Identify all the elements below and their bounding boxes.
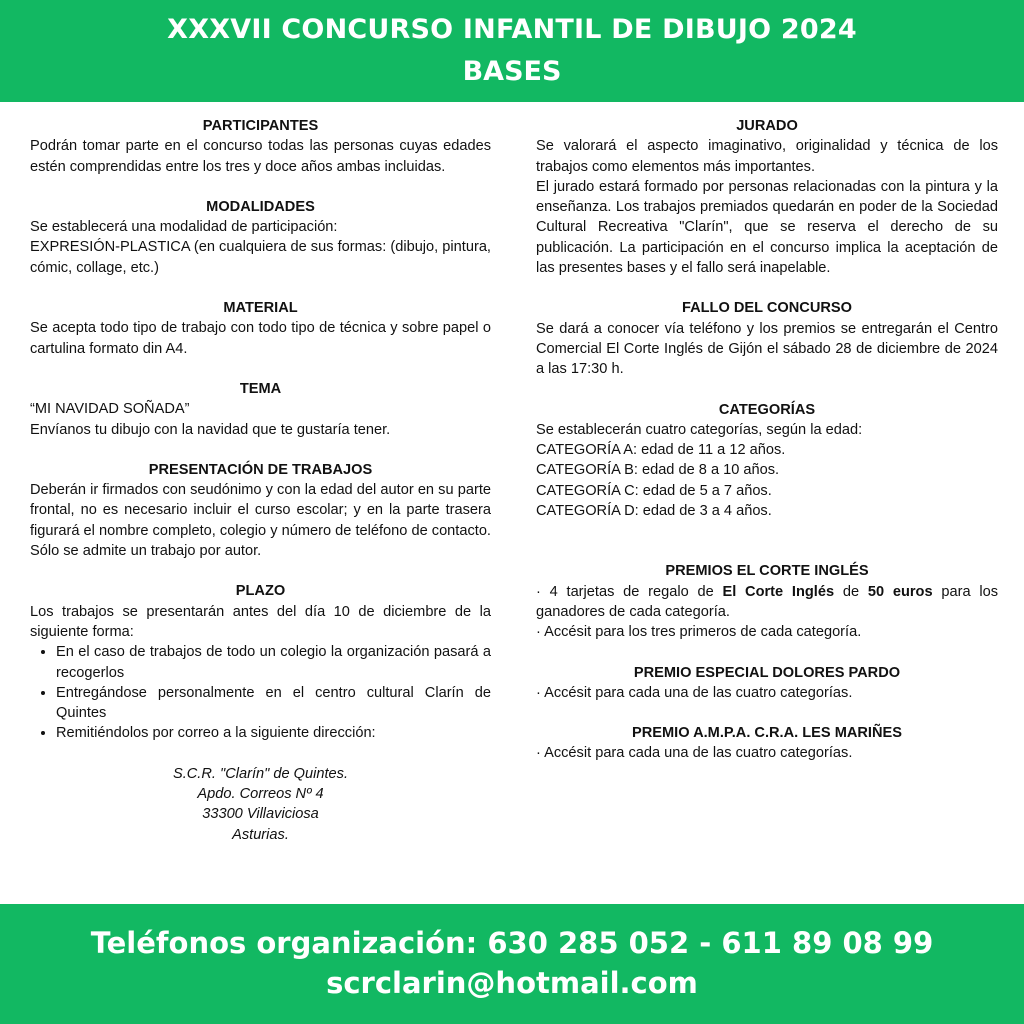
- section-premio-dolores-pardo: [536, 663, 998, 704]
- theme-title: “MI NAVIDAD SOÑADA”: [30, 401, 190, 418]
- section-text: El jurado estará formado por personas relacionadas con la pintura y la enseñanza. Los trabajos premiados quedarán en poder de la Sociedad Cultural Recreativa "Clarín", que se reserva el derecho de su publicación. La participación en el concurso implica la aceptación de las presentes bases y el fallo será inapelable.: [536, 178, 998, 277]
- section-modalidades: [30, 197, 491, 278]
- section-text: Deberán ir firmados con seudónimo y con la edad del autor en su parte frontal, no es necesario incluir el curso escolar; y en la parte trasera figurará el nombre completo, colegio y número de teléfono de contacto. Sólo se admite un trabajo por autor.: [30, 482, 491, 560]
- contact-phones: Teléfonos organización: 630 285 052 - 611 89 08 99: [90, 926, 934, 960]
- section-heading: PRESENTACIÓN DE TRABAJOS: [148, 461, 373, 478]
- prize-text: de: [834, 583, 868, 600]
- section-text: Se establecerán cuatro categorías, según la edad:: [536, 421, 863, 438]
- section-heading: PLAZO: [235, 583, 286, 600]
- left-column: [30, 116, 491, 865]
- prize-line: · Accésit para cada una de las cuatro categorías.: [536, 745, 853, 762]
- section-text: Se dará a conocer vía teléfono y los premios se entregarán el Centro Comercial El Corte Inglés de Gijón el sábado 28 de diciembre de 2024 a las 17:30 h.: [536, 320, 998, 378]
- prize-line: · Accésit para cada una de las cuatro categorías.: [536, 684, 853, 701]
- section-plazo: [30, 581, 491, 845]
- section-heading: PARTICIPANTES: [202, 118, 319, 134]
- delivery-methods-list: [30, 642, 491, 743]
- section-participantes: [30, 116, 491, 177]
- postal-address: [30, 764, 491, 845]
- section-jurado: [536, 116, 998, 278]
- section-text: EXPRESIÓN-PLASTICA (en cualquiera de sus formas: (dibujo, pintura, cómic, collage, etc.): [30, 239, 491, 276]
- section-heading: CATEGORÍAS: [718, 401, 816, 418]
- section-text: Se valorará el aspecto imaginativo, originalidad y técnica de los trabajos como elementos más importantes.: [536, 138, 998, 175]
- section-material: [30, 298, 491, 359]
- list-item: • Entregándose personalmente en el centro cultural Clarín de Quintes: [56, 683, 491, 724]
- list-item: • En el caso de trabajos de todo un colegio la organización pasará a recogerlos: [56, 642, 491, 683]
- section-premio-ampa: [536, 723, 998, 764]
- section-premios-corte-ingles: [536, 561, 998, 642]
- category-item: CATEGORÍA B: edad de 8 a 10 años.: [536, 462, 780, 479]
- prize-text: para los ganadores de cada categoría.: [536, 583, 998, 620]
- footer-banner: [0, 904, 1024, 1024]
- section-text: Se acepta todo tipo de trabajo con todo tipo de técnica y sobre papel o cartulina formato din A4.: [30, 320, 491, 357]
- section-fallo: [536, 298, 998, 379]
- store-name: El Corte Inglés: [722, 583, 835, 600]
- section-heading: MATERIAL: [223, 300, 298, 317]
- section-text: Los trabajos se presentarán antes del día 10 de diciembre de la siguiente forma:: [30, 603, 491, 640]
- section-heading: PREMIOS EL CORTE INGLÉS: [665, 563, 869, 580]
- prize-text: · 4 tarjetas de regalo de: [536, 583, 723, 600]
- list-item: • Remitiéndolos por correo a la siguiente dirección:: [56, 723, 491, 743]
- section-heading: JURADO: [736, 118, 798, 134]
- prize-amount: 50 euros: [867, 583, 933, 600]
- section-heading: MODALIDADES: [206, 198, 315, 215]
- address-line: Asturias.: [232, 826, 289, 843]
- address-line: Apdo. Correos Nº 4: [197, 786, 324, 803]
- header-banner: [0, 0, 1024, 102]
- section-heading: PREMIO ESPECIAL DOLORES PARDO: [633, 664, 901, 681]
- prize-line: [536, 582, 998, 623]
- section-heading: FALLO DEL CONCURSO: [682, 300, 852, 317]
- section-heading: PREMIO A.M.P.A. C.R.A. LES MARIÑES: [631, 725, 902, 742]
- contest-title: XXXVII CONCURSO INFANTIL DE DIBUJO 2024: [167, 14, 857, 45]
- prize-line: · Accésit para los tres primeros de cada categoría.: [536, 624, 862, 641]
- category-item: CATEGORÍA C: edad de 5 a 7 años.: [536, 482, 772, 499]
- section-tema: [30, 379, 491, 440]
- section-presentacion: [30, 460, 491, 561]
- section-text: Podrán tomar parte en el concurso todas las personas cuyas edades estén comprendidas entre los tres y doce años ambas incluidas.: [30, 138, 491, 175]
- category-item: CATEGORÍA A: edad de 11 a 12 años.: [536, 442, 786, 459]
- address-line: S.C.R. "Clarín" de Quintes.: [172, 765, 348, 782]
- contest-subtitle: BASES: [462, 56, 562, 87]
- address-line: 33300 Villaviciosa: [202, 806, 319, 823]
- section-text: Envíanos tu dibujo con la navidad que te gustaría tener.: [30, 421, 391, 438]
- section-text: Se establecerá una modalidad de participación:: [30, 219, 338, 236]
- category-item: CATEGORÍA D: edad de 3 a 4 años.: [536, 503, 772, 520]
- section-categorias: [536, 400, 998, 522]
- contact-email: scrclarin@hotmail.com: [326, 966, 698, 1000]
- section-heading: TEMA: [239, 380, 282, 397]
- right-column: [536, 116, 998, 784]
